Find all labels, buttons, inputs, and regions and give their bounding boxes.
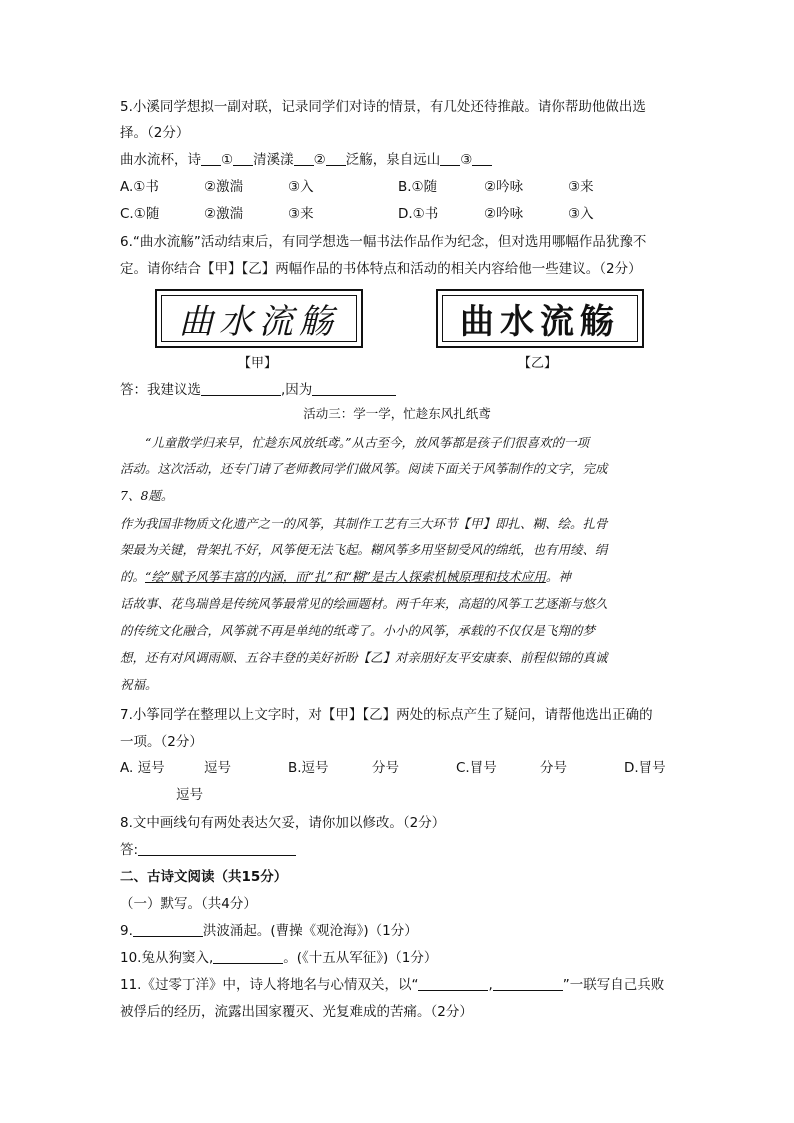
q6-line2: 定。请你结合【甲】【乙】两幅作品的书体特点和活动的相关内容给他一些建议。（2分）: [120, 261, 642, 277]
q6-answer-blank1[interactable]: [201, 381, 281, 396]
q5-line2: 择。（2分）: [120, 125, 190, 141]
passage-line6: 想，还有对风调雨顺、五谷丰登的美好祈盼【乙】对亲朋好友平安康泰、前程似锦的真诚: [120, 650, 608, 665]
q7-option-d-2: 逗号: [176, 787, 203, 803]
activity3-intro-line1: “儿童散学归来早，忙趁东风放纸鸢。”从古至今，放风筝都是孩子们很喜欢的一项: [145, 435, 590, 450]
q8-line1: 8.文中画线句有两处表达欠妥，请你加以修改。（2分）: [120, 815, 446, 831]
q7-option-c[interactable]: C.冒号: [456, 760, 497, 776]
passage-line3-end: 。神: [545, 569, 571, 584]
q6-answer: [120, 379, 396, 401]
q6-line1: 6.“曲水流觞”活动结束后，有同学想选一幅书法作品作为纪念，但对选用哪幅作品犹豫不: [120, 234, 647, 250]
q5-option-c-2: ②激湍: [204, 206, 244, 222]
q7-option-a[interactable]: A. 逗号: [120, 760, 165, 776]
calligraphy-yi: [436, 289, 644, 348]
q11-line1: [120, 974, 664, 996]
passage-line3: [120, 567, 571, 587]
q7-option-c-2: 分号: [540, 760, 567, 776]
q5-option-b-2: ②吟咏: [484, 179, 524, 195]
q9-text: 洪波涌起。(曹操《观沧海》)（1分）: [202, 923, 418, 939]
q5-option-c-3: ③来: [288, 206, 314, 222]
q11-blank2[interactable]: [493, 976, 563, 991]
passage-line3-start: 的。: [120, 569, 146, 584]
calligraphy-yi-text: 曲水流觞: [460, 302, 620, 342]
blank: [201, 151, 221, 166]
q5-option-a-3: ③入: [288, 179, 314, 195]
q5-option-a-2: ②激湍: [204, 179, 244, 195]
blank: [326, 151, 346, 166]
blank: [440, 151, 460, 166]
calligraphy-jia-frame: [161, 295, 357, 342]
q7-option-b[interactable]: B.逗号: [288, 760, 329, 776]
q11-line2: 被俘后的经历，流露出国家覆灭、光复难成的苦痛。（2分）: [120, 1004, 473, 1020]
passage-line5: 的传统文化融合，风筝就不再是单纯的纸鸢了。小小的风筝，承载的不仅仅是飞翔的梦: [120, 623, 596, 638]
q5-option-d[interactable]: D.①书: [398, 206, 439, 222]
q10-text-end: 。(《十五从军征》)（1分）: [283, 950, 438, 966]
activity3-title: 活动三：学一学，忙趁东风扎纸鸢: [303, 406, 491, 421]
couplet-part1: 曲水流杯，诗: [120, 152, 201, 168]
calligraphy-jia: [155, 289, 363, 348]
calligraphy-yi-frame: [442, 295, 638, 342]
couplet-blank1-label: ①: [221, 152, 234, 168]
q9-number: 9.: [120, 923, 133, 939]
underlined-sentence: “绘”赋予风筝丰富的内涵，而“扎”和“糊”是古人探索机械原理和技术应用: [145, 569, 546, 584]
q7-option-b-2: 分号: [372, 760, 399, 776]
q8-answer: [120, 839, 296, 861]
calligraphy-jia-text: 曲水流觞: [179, 302, 339, 342]
q6-answer-because: ,因为: [281, 382, 313, 398]
q7-line2: 一项。（2分）: [120, 734, 203, 750]
section2-sub1: （一）默写。（共4分）: [120, 896, 257, 912]
blank: [472, 151, 492, 166]
q10: [120, 947, 437, 969]
couplet-blank2-label: ②: [313, 152, 326, 168]
q5-option-d-2: ②吟咏: [484, 206, 524, 222]
passage-line1: 作为我国非物质文化遗产之一的风筝，其制作工艺有三大环节【甲】即扎、糊、绘。扎骨: [120, 516, 608, 531]
q10-text-start: 10.兔从狗窦入,: [120, 950, 214, 966]
q8-answer-blank[interactable]: [138, 841, 296, 856]
q5-line1: 5.小溪同学想拟一副对联，记录同学们对诗的情景，有几处还待推敲。请你帮助他做出选: [120, 99, 646, 115]
couplet-part2: 清溪漾: [253, 152, 294, 168]
q5-option-d-3: ③入: [568, 206, 594, 222]
q11-comma: ,: [488, 977, 493, 993]
q7-option-a-2: 逗号: [204, 760, 231, 776]
activity3-intro-line3: 7、8题。: [120, 488, 174, 503]
q6-answer-prefix: 答：我建议选: [120, 382, 201, 398]
q8-answer-label: 答:: [120, 842, 139, 858]
q10-blank[interactable]: [213, 949, 283, 964]
q5-option-b[interactable]: B.①随: [398, 179, 438, 195]
q7-line1: 7.小筝同学在整理以上文字时，对【甲】【乙】两处的标点产生了疑问，请帮他选出正确的: [120, 707, 653, 723]
q11-text-end: ”一联写自己兵败: [562, 977, 665, 993]
q9-blank[interactable]: [133, 922, 203, 937]
q6-answer-blank2[interactable]: [312, 381, 396, 396]
passage-line2: 架最为关键，骨架扎不好，风筝便无法飞起。糊风筝多用坚韧受风的绵纸，也有用绫、绢: [120, 542, 608, 557]
q5-option-c[interactable]: C.①随: [120, 206, 160, 222]
q9: [120, 920, 418, 942]
blank: [233, 151, 253, 166]
q5-couplet: [120, 149, 492, 171]
q5-option-a[interactable]: A.①书: [120, 179, 159, 195]
q7-option-d[interactable]: D.冒号: [624, 760, 666, 776]
q5-option-b-3: ③来: [568, 179, 594, 195]
blank: [294, 151, 314, 166]
passage-line7: 祝福。: [120, 677, 158, 692]
q11-blank1[interactable]: [418, 976, 488, 991]
couplet-part3: 泛觞，泉自远山: [345, 152, 441, 168]
caption-yi: 【乙】: [518, 356, 558, 371]
caption-jia: 【甲】: [238, 356, 278, 371]
couplet-blank3-label: ③: [460, 152, 473, 168]
passage-line4: 话故事、花鸟瑞兽是传统风筝最常见的绘画题材。两千年来，高超的风筝工艺逐渐与悠久: [120, 596, 608, 611]
section2-title: 二、古诗文阅读（共15分）: [120, 869, 288, 885]
q11-text-start: 11.《过零丁洋》中，诗人将地名与心情双关，以“: [120, 977, 419, 993]
activity3-intro-line2: 活动。这次活动，还专门请了老师教同学们做风筝。阅读下面关于风筝制作的文字，完成: [120, 461, 608, 476]
